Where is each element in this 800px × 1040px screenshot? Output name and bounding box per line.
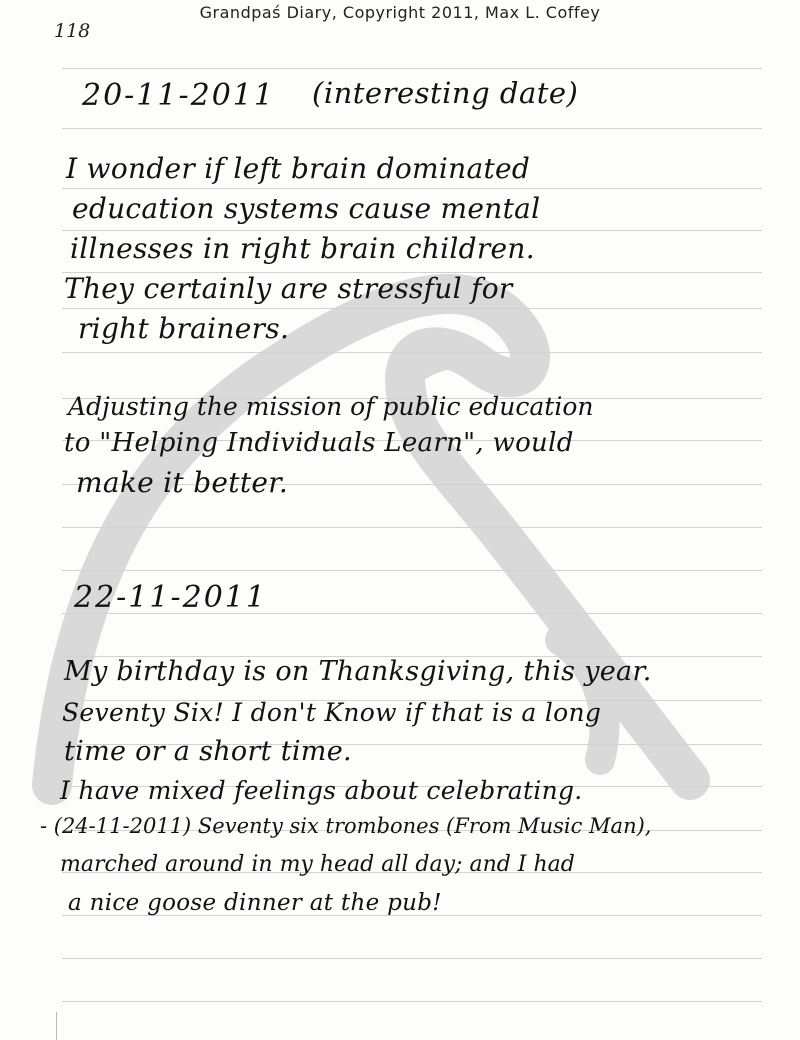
ruled-line: [62, 570, 762, 571]
entry-date-note: (interesting date): [312, 76, 579, 110]
entry-line: illnesses in right brain children.: [70, 232, 535, 265]
entry-line: Adjusting the mission of public education: [68, 392, 594, 421]
entry-line: right brainers.: [78, 312, 290, 345]
ruled-line: [62, 352, 762, 353]
entry-line: Seventy Six! I don't Know if that is a long: [62, 698, 602, 727]
ruled-line: [62, 527, 762, 528]
entry-line: They certainly are stressful for: [64, 272, 513, 305]
entry-date: 22-11-2011: [74, 580, 267, 615]
entry-line: - (24-11-2011) Seventy six trombones (From Music Man),: [40, 814, 652, 838]
running-title: Grandpaś Diary, Copyright 2011, Max L. Coffey: [199, 3, 601, 22]
entry-line: I wonder if left brain dominated: [66, 152, 531, 185]
ruled-line: [62, 128, 762, 129]
page-edge-mark: [56, 1012, 63, 1040]
entry-date: 20-11-2011: [82, 78, 275, 113]
ruled-line: [62, 958, 762, 959]
ruled-line: [62, 1001, 762, 1002]
entry-line: a nice goose dinner at the pub!: [68, 890, 442, 916]
ruled-line: [62, 68, 762, 69]
ruled-line: [62, 188, 762, 189]
entry-line: marched around in my head all day; and I had: [60, 852, 575, 877]
entry-line: education systems cause mental: [72, 192, 541, 225]
ruled-line: [62, 308, 762, 309]
entry-line: to "Helping Individuals Learn", would: [64, 428, 574, 458]
entry-line: I have mixed feelings about celebrating.: [60, 776, 583, 805]
ruled-line: [62, 230, 762, 231]
page-number: 118: [54, 20, 91, 42]
entry-line: My birthday is on Thanksgiving, this year.: [64, 656, 652, 687]
entry-line: make it better.: [76, 466, 289, 499]
entry-line: time or a short time.: [64, 736, 352, 767]
